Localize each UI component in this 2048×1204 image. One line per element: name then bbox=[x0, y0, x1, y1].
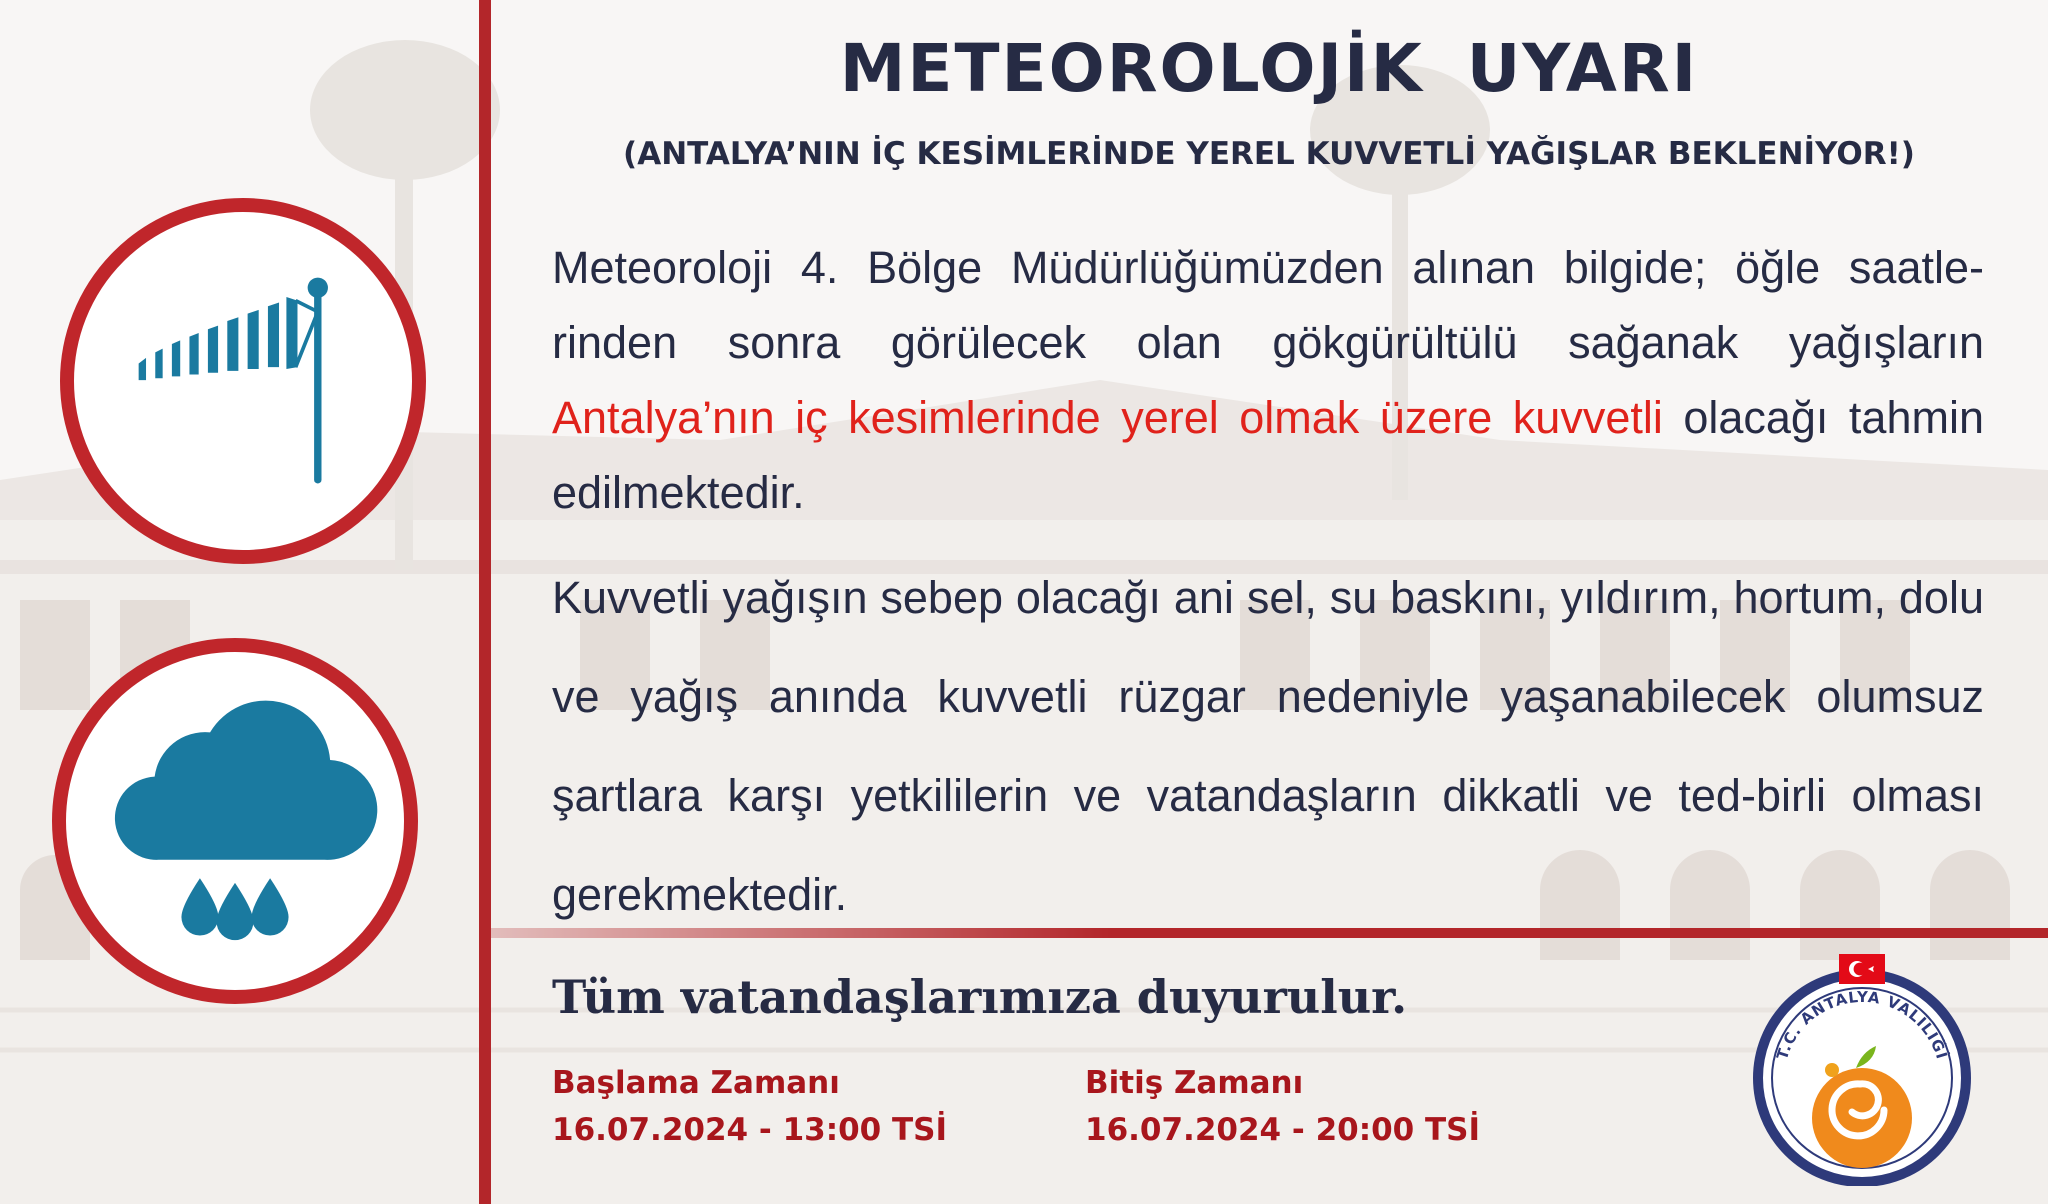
end-time-value: 16.07.2024 - 20:00 TSİ bbox=[1085, 1112, 1481, 1148]
rain-sign bbox=[52, 638, 418, 1004]
page-title: METEOROLOJİK UYARI bbox=[839, 30, 1699, 107]
windsock-sign bbox=[60, 198, 426, 564]
warning-paragraph-1 bbox=[552, 230, 1984, 530]
start-time-label: Başlama Zamanı bbox=[552, 1065, 840, 1101]
windsock-icon bbox=[74, 212, 412, 550]
logo-text: T.C. ANTALYA VALİLİĞİ bbox=[1772, 987, 1952, 1062]
paragraph-1-text: Meteoroloji 4. Bölge Müdürlüğümüzden alınan bilgide; öğle saatle-rinden sonra görülecek olan gökgürültülü sağanak yağışların bbox=[552, 242, 1984, 368]
end-time-label: Bitiş Zamanı bbox=[1085, 1065, 1304, 1101]
page-subtitle: (ANTALYA’NIN İÇ KESİMLERİNDE YEREL KUVVETLİ YAĞIŞLAR BEKLENİYOR!) bbox=[623, 136, 1915, 172]
antalya-valiligi-logo bbox=[1744, 950, 1980, 1186]
warning-paragraph-2: Kuvvetli yağışın sebep olacağı ani sel, su baskını, yıldırım, hortum, dolu ve yağış anında kuvvetli rüzgar nedeniyle yaşanabilecek olumsuz şartlara karşı yetkililerin ve vatandaşların dikkatli ve ted-birli olması gerekmektedir. bbox=[552, 572, 1984, 920]
start-time-value: 16.07.2024 - 13:00 TSİ bbox=[552, 1112, 948, 1148]
announcement: Tüm vatandaşlarımıza duyurulur. bbox=[552, 970, 1408, 1024]
paragraph-1-ending: olacağı tahmin edilmektedir. bbox=[552, 392, 1984, 518]
paragraph-1-highlight: Antalya’nın iç kesimlerinde yerel olmak üzere kuvvetli bbox=[552, 392, 1663, 443]
rain-cloud-icon bbox=[66, 652, 404, 990]
left-divider bbox=[479, 0, 491, 1204]
